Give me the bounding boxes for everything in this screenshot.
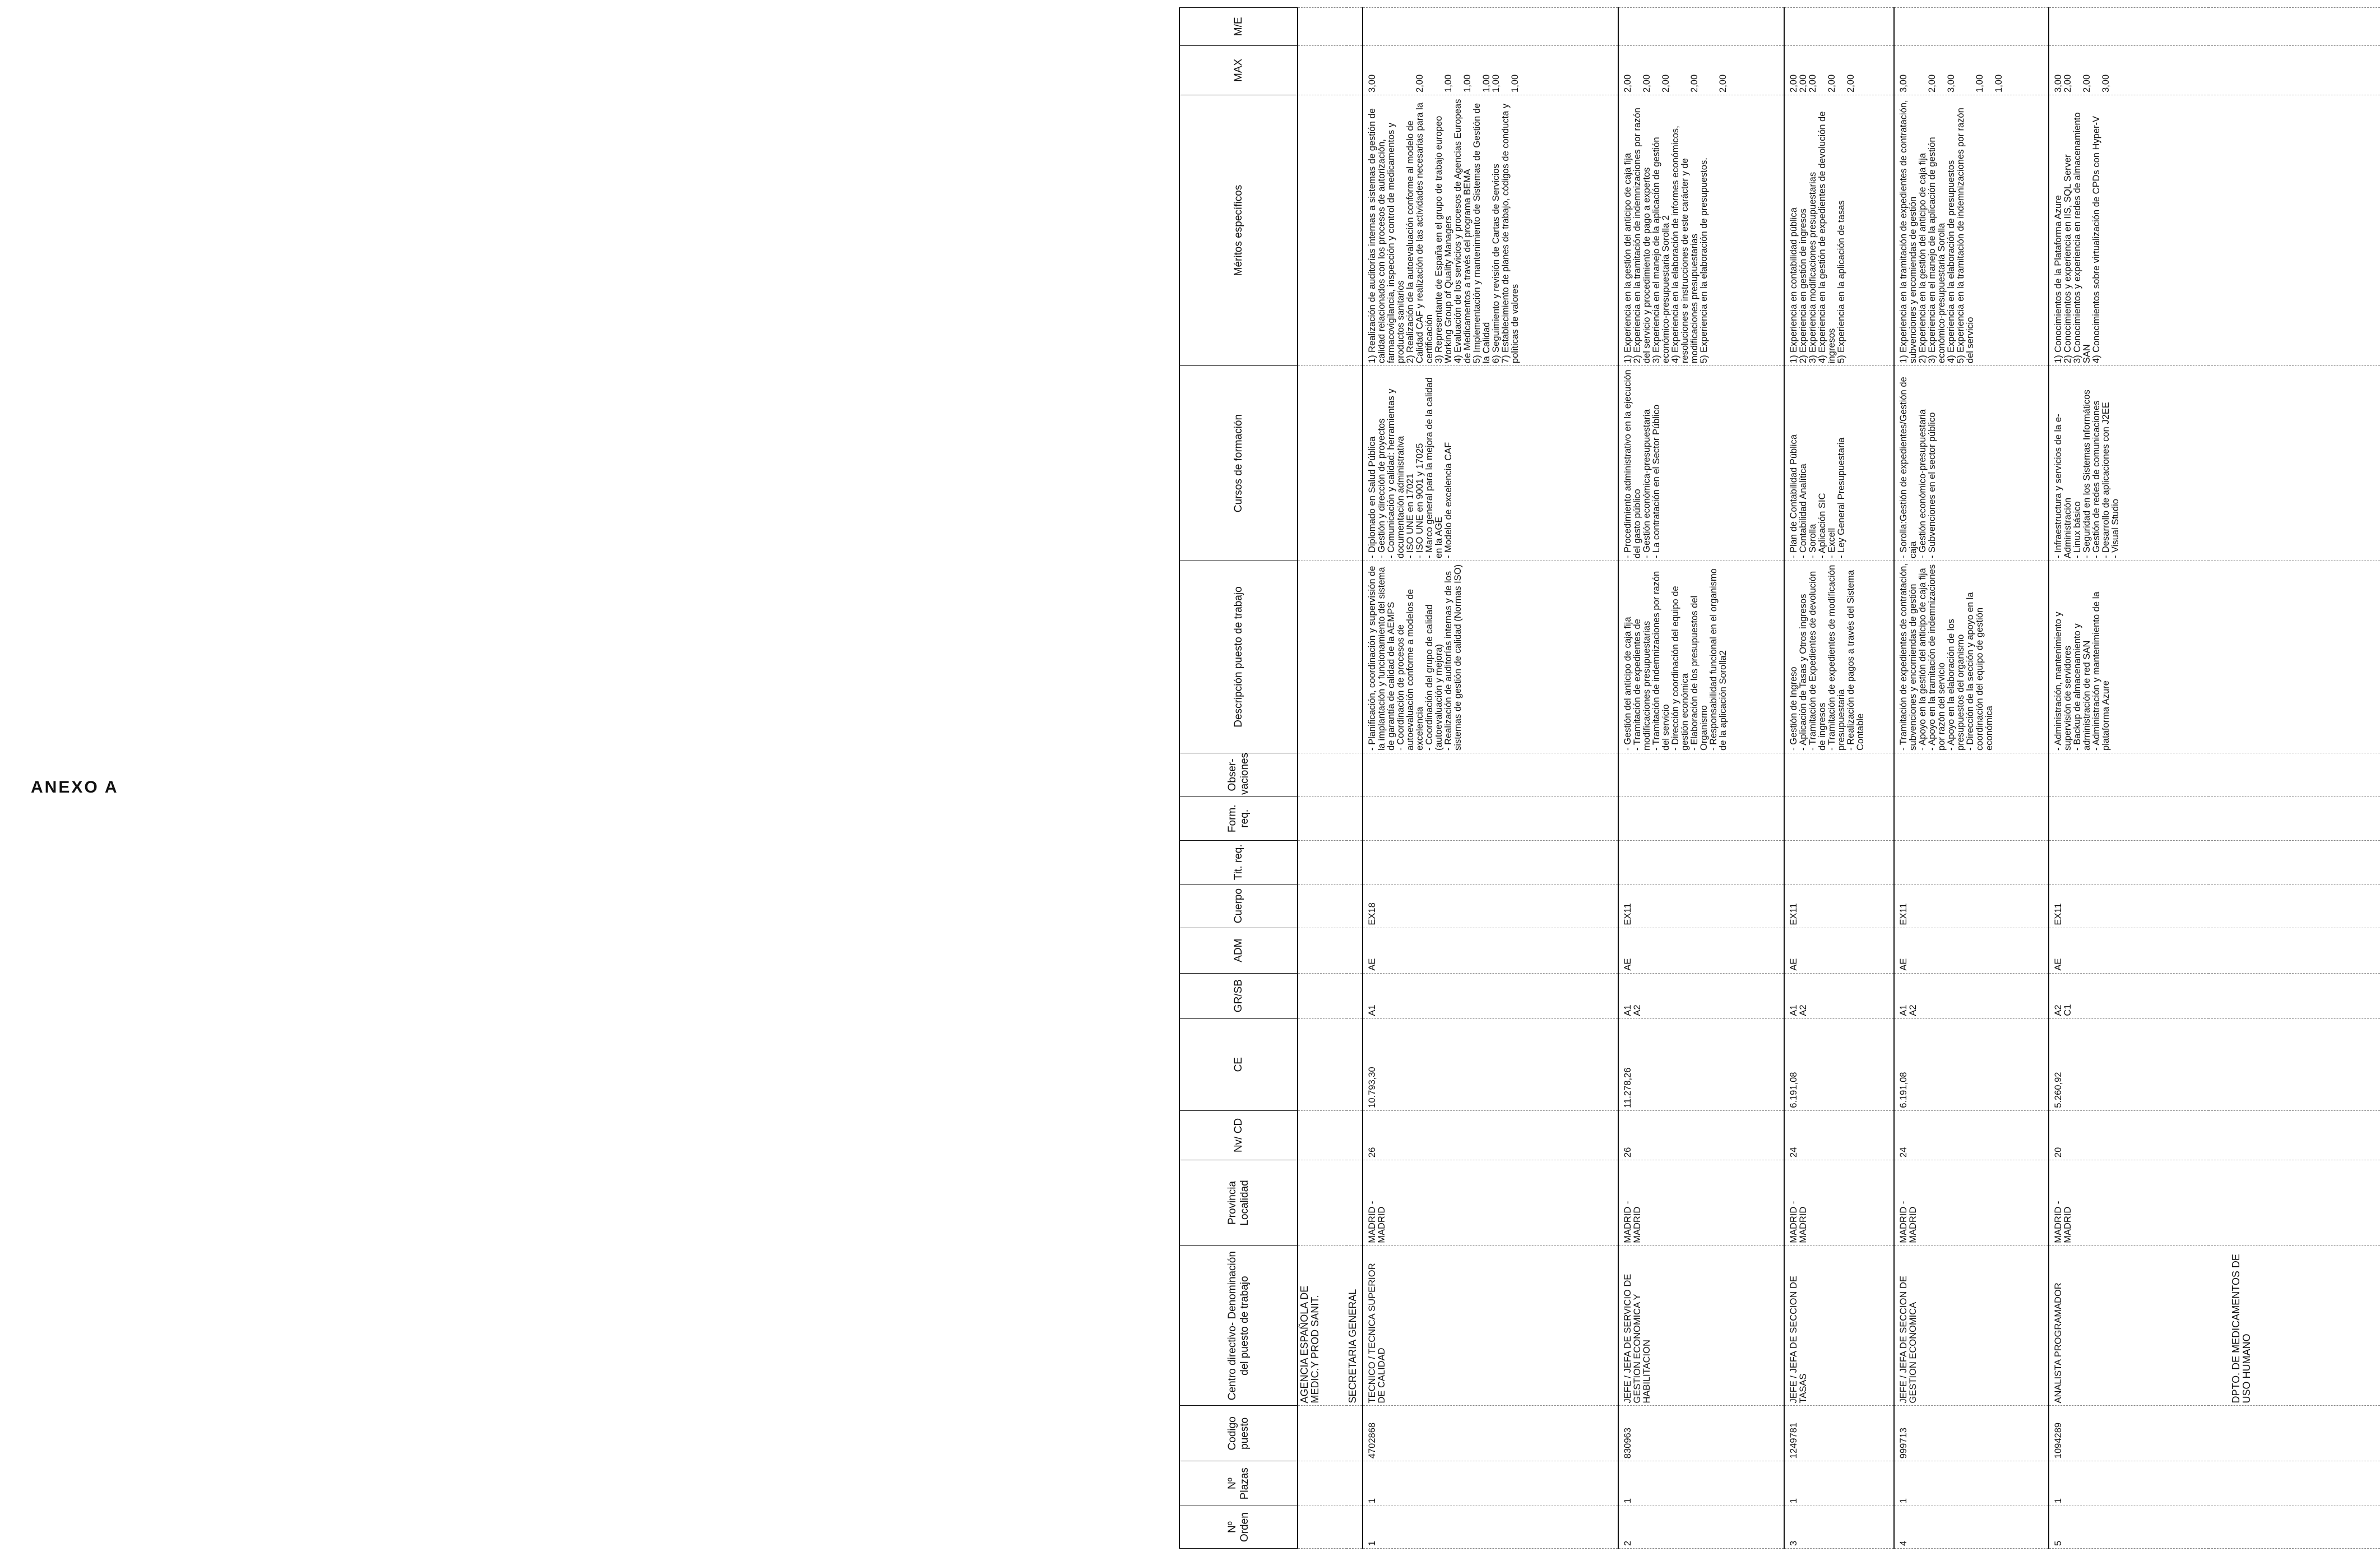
- position-row: [1894, 8, 2049, 1549]
- cell-me: [1618, 8, 1784, 46]
- col-centro: Centro directivo- Denominación del puesto de trabajo: [1179, 1245, 1298, 1406]
- cell-descripcion: - Gestión de Ingreso - Aplicación de Tasas y Otros ingresos - Tramitación de Expedientes de devolución de ingresos - Tramitación de expedientes de modificación presupuestaria - Realización de pagos a través del Sistema Contable: [1784, 561, 1894, 753]
- col-provincia: Provincia Localidad: [1179, 1160, 1298, 1246]
- cell-adm: AE: [1784, 928, 1894, 973]
- cell-adm: AE: [1894, 928, 2049, 973]
- cell-form: [2049, 796, 2208, 840]
- cell-ce: 6.191,08: [1784, 1018, 1894, 1110]
- section-row: [1346, 8, 1363, 1549]
- cell-descripcion: - Planificación, coordinación y supervisión de la implantación y funcionamiento del sistema de garantía de calidad de la AEMPS - Coordinación de procesos de autoevaluación conforme a modelos de excelencia - Coordinación del grupo de calidad (autoevaluación y mejora) - Realización de auditorías internas y de los sistemas de gestión de calidad (Normas ISO): [1363, 561, 1618, 753]
- cell-meritos: 1) Experiencia en la tramitación de expedientes de contratación, subvenciones y encomiendas de gestión 2) Experiencia en la gestión del anticipo de caja fija 3) Experiencia en el manejo de la aplicación de gestión económico-presupuestaria Sorolla 4) Experiencia en la elaboración de presupuestos 5) Experiencia en la tramitación de indemnizaciones por razón del servicio: [1894, 95, 2049, 365]
- cell-meritos: 1) Realización de auditorías internas a sistemas de gestión de calidad relacionados con los procesos de autorización, farmacovigilancia, inspección y control de medicamentos y productos sanitarios 2) Realización de la autoevaluación conforme al modelo de Calidad CAF y realización de las actividades necesarias para la certificación 3) Representante de España en el grupo de trabajo europeo Working Group of Quality Managers 4) Evaluación de los servicios y procesos de Agencias Europeas de Medicamentos a través del programa BEMA 5) Implementación y mantenimiento de Sistemas de Gestión de la Calidad 6) Seguimiento y revisión de Cartas de Servicios 7) Establecimiento de planes de trabajo, códigos de conducta y políticas de valores: [1363, 95, 1618, 365]
- cell-cuerpo: EX18: [1363, 884, 1618, 928]
- cell-adm: AE: [1363, 928, 1618, 973]
- cell-codigo: 999713: [1894, 1406, 2049, 1461]
- cell-max: 3,00 2,00 1,00 1,00 1,00 1,00 1,00: [1363, 45, 1618, 95]
- cell-me: [1784, 8, 1894, 46]
- cell-orden: 4: [1894, 1506, 2049, 1549]
- cell-nivel: 24: [1784, 1110, 1894, 1160]
- cell-obs: [2049, 753, 2208, 796]
- cell-codigo: 1094289: [2049, 1406, 2208, 1461]
- cell-nivel: 26: [1363, 1110, 1618, 1160]
- cell-ce: 5.260,92: [2049, 1018, 2208, 1110]
- cell-cuerpo: EX11: [2049, 884, 2208, 928]
- cell-grsb: A1: [1363, 973, 1618, 1018]
- cell-grsb: A1 A2: [1894, 973, 2049, 1018]
- cell-max: 2,00 2,00 2,00 2,00 2,00: [1618, 45, 1784, 95]
- cell-descripcion: - Administración, mantenimiento y supervisión de servidores - Backup de almacenamiento y administración de red SAN - Administración y mantenimiento de la plataforma Azure: [2049, 561, 2208, 753]
- cell-descripcion: - Gestión del anticipo de caja fija - Tramitación de expedientes de modificaciones presupuestarias - Tramitación de indemnizaciones por razón del servicio - Dirección y coordinación del equipo de gestión económica - Elaboración de los presupuestos del Organismo - Responsabilidad funcional en el organismo de la aplicación Sorolla2: [1618, 561, 1784, 753]
- col-ce: CE: [1179, 1018, 1298, 1110]
- col-orden: Nº Orden: [1179, 1506, 1298, 1549]
- cell-grsb: A1 A2: [1618, 973, 1784, 1018]
- document-title: ANEXO A: [31, 778, 119, 796]
- cell-ce: 10.793,30: [1363, 1018, 1618, 1110]
- position-row: [2049, 8, 2208, 1549]
- cell-codigo: 830963: [1618, 1406, 1784, 1461]
- cell-provincia: MADRID - MADRID: [2049, 1160, 2208, 1246]
- cell-tit: [2049, 840, 2208, 884]
- cell-plazas: 1: [1618, 1461, 1784, 1506]
- agency-row: [1298, 8, 1346, 1549]
- position-row: [1618, 8, 1784, 1549]
- header-row: [1179, 8, 1298, 1549]
- cell-orden: 1: [1363, 1506, 1618, 1549]
- col-tit: Tit. req.: [1179, 840, 1298, 884]
- col-me: M/E: [1179, 8, 1298, 46]
- cell-plazas: 1: [1363, 1461, 1618, 1506]
- cell-form: [1894, 796, 2049, 840]
- col-obs: Obser- vaciones: [1179, 753, 1298, 796]
- cell-form: [1363, 796, 1618, 840]
- cell-tit: [1618, 840, 1784, 884]
- cell-meritos: 1) Experiencia en contabilidad pública 2) Experiencia en gestión de ingresos 3) Experiencia modificaciones presupuestarias 4) Experiencia en la gestión de expedientes de devolución de ingresos 5) Experiencia en la aplicación de tasas: [1784, 95, 1894, 365]
- cell-me: [1363, 8, 1618, 46]
- col-grsb: GR/SB: [1179, 973, 1298, 1018]
- cell-obs: [1894, 753, 2049, 796]
- cell-cursos: - Infraestructura y servicios de la e-Administración - Linux básico - Seguridad en los Sistemas Informáticos - Gestión de redes de comunicaciones - Desarrollo de aplicaciones con J2EE - Visual Studio: [2049, 366, 2208, 561]
- cell-adm: AE: [1618, 928, 1784, 973]
- cell-codigo: 1249781: [1784, 1406, 1894, 1461]
- cell-me: [2049, 8, 2208, 46]
- cell-obs: [1363, 753, 1618, 796]
- cell-nivel: 26: [1618, 1110, 1784, 1160]
- rotated-page: [1179, 7, 2252, 1549]
- cell-grsb: A1 A2: [1784, 973, 1894, 1018]
- cell-orden: 3: [1784, 1506, 1894, 1549]
- cell-cursos: - Sorolla:Gestión de expedientes/Gestión de caja - Gestión económico-presupuestaria - Subvenciones en el sector público: [1894, 366, 2049, 561]
- cell-max: 3,00 2,00 3,00 1,00 1,00: [1894, 45, 2049, 95]
- col-nivel: Nv/ CD: [1179, 1110, 1298, 1160]
- cell-provincia: MADRID - MADRID: [1784, 1160, 1894, 1246]
- department-row: [2208, 8, 2380, 1549]
- cell-centro: JEFE / JEFA DE SECCION DE GESTION ECONOMICA: [1894, 1245, 2049, 1406]
- section-name: SECRETARIA GENERAL: [1346, 1245, 1363, 1406]
- cell-provincia: MADRID - MADRID: [1894, 1160, 2049, 1246]
- agency-name: AGENCIA ESPAÑOLA DE MEDIC.Y PROD SANIT.: [1298, 1245, 1346, 1406]
- col-form: Form. req.: [1179, 796, 1298, 840]
- cell-tit: [1894, 840, 2049, 884]
- cell-meritos: 1) Conocimientos de la Plataforma Azure 2) Conocimientos y experiencia en IIS, SQL Server 3) Conocimientos y experiencia en redes de almacenamiento SAN 4) Conocimientos sobre virtualización de CPDs con Hyper-V: [2049, 95, 2208, 365]
- cell-cuerpo: EX11: [1618, 884, 1784, 928]
- cell-me: [1894, 8, 2049, 46]
- col-cursos: Cursos de formación: [1179, 366, 1298, 561]
- cell-form: [1784, 796, 1894, 840]
- cell-plazas: 1: [2049, 1461, 2208, 1506]
- cell-plazas: 1: [1894, 1461, 2049, 1506]
- cell-nivel: 24: [1894, 1110, 2049, 1160]
- cell-ce: 11.278,26: [1618, 1018, 1784, 1110]
- cell-cuerpo: EX11: [1784, 884, 1894, 928]
- col-plazas: Nº Plazas: [1179, 1461, 1298, 1506]
- cell-form: [1618, 796, 1784, 840]
- positions-table: [1179, 7, 2380, 1549]
- cell-nivel: 20: [2049, 1110, 2208, 1160]
- col-adm: ADM: [1179, 928, 1298, 973]
- position-row: [1784, 8, 1894, 1549]
- cell-cursos: - Diplomado en Salud Pública - Gestión y dirección de proyectos - Comunicación y calidad: herramientas y documentación administrativa - ISO UNE en 17021 - ISO UNE en 9001 y 17025 - Marco general para la mejora de la calidad en la AGE - Modelo de excelencia CAF: [1363, 366, 1618, 561]
- cell-cuerpo: EX11: [1894, 884, 2049, 928]
- cell-centro: JEFE / JEFA DE SERVICIO DE GESTION ECONOMICA Y HABILITACION: [1618, 1245, 1784, 1406]
- position-row: [1363, 8, 1618, 1549]
- cell-descripcion: - Tramitación de expedientes de contratación, subvenciones y encomiendas de gestión - Apoyo en la gestión del anticipo de caja fija - Apoyo en la tramitación de indemnizaciones por razón del servicio - Apoyo en la elaboración de los presupuestos del organismo - Dirección de la sección y apoyo en la coordinación del equipo de gestión económica: [1894, 561, 2049, 753]
- cell-obs: [1784, 753, 1894, 796]
- col-cuerpo: Cuerpo: [1179, 884, 1298, 928]
- cell-codigo: 4702868: [1363, 1406, 1618, 1461]
- col-max: MAX: [1179, 45, 1298, 95]
- cell-max: 2,00 2,00 2,00 2,00 2,00: [1784, 45, 1894, 95]
- cell-centro: TECNICO / TECNICA SUPERIOR DE CALIDAD: [1363, 1245, 1618, 1406]
- cell-max: 3,00 2,00 2,00 3,00: [2049, 45, 2208, 95]
- cell-provincia: MADRID - MADRID: [1618, 1160, 1784, 1246]
- cell-tit: [1784, 840, 1894, 884]
- cell-tit: [1363, 840, 1618, 884]
- col-descripcion: Descripción puesto de trabajo: [1179, 561, 1298, 753]
- cell-grsb: A2 C1: [2049, 973, 2208, 1018]
- cell-centro: JEFE / JEFA DE SECCION DE TASAS: [1784, 1245, 1894, 1406]
- col-codigo: Codigo puesto: [1179, 1406, 1298, 1461]
- cell-orden: 2: [1618, 1506, 1784, 1549]
- cell-ce: 6.191,08: [1894, 1018, 2049, 1110]
- cell-cursos: - Procedimiento administrativo en la ejecución del gasto público - Gestión económica-presupuestaria - La contratación en el Sector Público: [1618, 366, 1784, 561]
- department-name: DPTO. DE MEDICAMENTOS DE USO HUMANO: [2208, 1245, 2380, 1406]
- cell-obs: [1618, 753, 1784, 796]
- cell-provincia: MADRID - MADRID: [1363, 1160, 1618, 1246]
- col-meritos: Méritos específicos: [1179, 95, 1298, 365]
- cell-centro: ANALISTA PROGRAMADOR: [2049, 1245, 2208, 1406]
- cell-plazas: 1: [1784, 1461, 1894, 1506]
- cell-cursos: - Plan de Contabilidad Pública - Contabilidad Analítica - Sorolla - Aplicación SIC - Excell - Ley General Presupuestaria: [1784, 366, 1894, 561]
- cell-meritos: 1) Experiencia en la gestión del anticipo de caja fija 2) Experiencia en la tramitación de indemnizaciones por razón del servicio y procedimiento de pago a expertos 3) Experiencia en el manejo de la aplicación de gestión económico-presupuestaria Sorolla 2 4) Experiencia en la elaboración de informes económicos, resoluciones e instrucciones de este carácter y de modificaciones presupuestarias 5) Experiencia en la elaboración de presupuestos.: [1618, 95, 1784, 365]
- cell-adm: AE: [2049, 928, 2208, 973]
- cell-orden: 5: [2049, 1506, 2208, 1549]
